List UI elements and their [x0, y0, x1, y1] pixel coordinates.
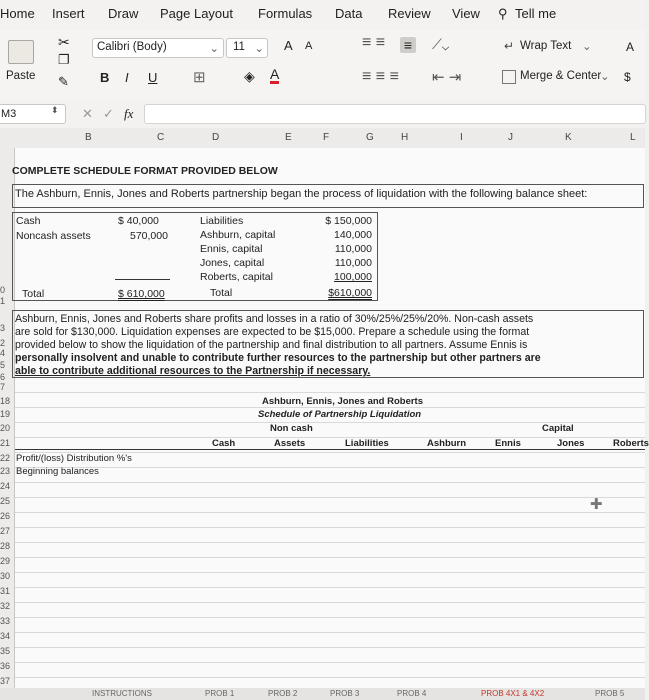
row-header[interactable]: 1: [0, 296, 6, 306]
row-header[interactable]: 37: [0, 676, 11, 686]
row-header[interactable]: 28: [0, 541, 11, 551]
row-header[interactable]: 33: [0, 616, 11, 626]
merge-center-button[interactable]: Merge & Center: [520, 70, 602, 82]
roberts-capital-value: 100,000: [334, 271, 372, 283]
ashburn-capital-value: 140,000: [334, 229, 372, 241]
tab-prob-2[interactable]: PROB 2: [268, 689, 298, 698]
menu-page-layout[interactable]: Page Layout: [160, 6, 234, 21]
bold-button[interactable]: B: [100, 70, 110, 85]
column-headers: [0, 128, 645, 149]
row-header[interactable]: 32: [0, 601, 11, 611]
grid-line: [15, 602, 645, 603]
total2-label: Total: [210, 287, 233, 299]
grow-font-button[interactable]: A: [284, 38, 293, 53]
underline-button[interactable]: U: [148, 70, 158, 85]
tab-prob-1[interactable]: PROB 1: [205, 689, 235, 698]
ribbon: [0, 30, 645, 101]
align-top-icon[interactable]: ≡ ≡: [362, 34, 386, 51]
menu-bar: [0, 0, 645, 30]
hdr-roberts: Roberts: [613, 438, 649, 449]
menu-view[interactable]: View: [452, 6, 480, 21]
row-header[interactable]: 24: [0, 481, 11, 491]
row-header[interactable]: 6: [0, 372, 6, 382]
grid-line: [15, 527, 645, 528]
grid-line: [15, 632, 645, 633]
merge-icon: [502, 70, 516, 84]
total-rule: [115, 279, 170, 280]
cash-value: $ 40,000: [118, 215, 159, 227]
row-header[interactable]: 5: [0, 360, 6, 370]
paragraph-line-4: personally insolvent and unable to contribute further resources to the partnership but other partners are: [15, 352, 541, 364]
menu-data[interactable]: Data: [335, 6, 363, 21]
row-header[interactable]: 30: [0, 571, 11, 581]
noncash-value: 570,000: [130, 230, 168, 242]
align-left-icon[interactable]: ≡ ≡ ≡: [362, 68, 399, 85]
total-label: Total: [22, 288, 45, 300]
paragraph-line-1: Ashburn, Ennis, Jones and Roberts share profits and losses in a ratio of 30%/25%/25%/20%. Non-cash assets: [15, 313, 534, 325]
grid-line: [15, 617, 645, 618]
grid-line: [15, 482, 645, 483]
col-header[interactable]: L: [630, 132, 636, 143]
col-header[interactable]: C: [157, 132, 165, 143]
cell-ref: M3: [1, 108, 17, 120]
row-header[interactable]: 7: [0, 382, 6, 392]
total2-value: $610,000: [328, 287, 372, 299]
tab-prob-4x1-4x2[interactable]: PROB 4X1 & 4X2: [481, 689, 545, 698]
jones-capital-value: 110,000: [334, 257, 372, 269]
paragraph-line-3: provided below to show the liquidation of the partnership and final distribution to all partners. Assume Ennis is: [15, 339, 528, 351]
font-color-button[interactable]: A: [270, 66, 280, 82]
paste-icon[interactable]: [8, 40, 34, 64]
font-size-select[interactable]: [226, 38, 268, 58]
menu-formulas[interactable]: Formulas: [258, 6, 313, 21]
copy-icon[interactable]: ❐: [58, 52, 70, 67]
row-header[interactable]: 0: [0, 285, 6, 295]
ennis-capital-label: Ennis, capital: [200, 243, 263, 255]
row-header[interactable]: 27: [0, 526, 11, 536]
row-beginning-balances: Beginning balances: [16, 466, 99, 477]
row-header[interactable]: 26: [0, 511, 11, 521]
paragraph-line-5: able to contribute additional resources to the Partnership if necessary.: [15, 365, 371, 377]
orientation-icon[interactable]: ⟋⌄: [432, 36, 450, 52]
row-header[interactable]: 29: [0, 556, 11, 566]
hdr-assets: Assets: [274, 438, 306, 449]
tab-instructions[interactable]: INSTRUCTIONS: [92, 689, 152, 698]
chevron-down-icon: ⌄: [254, 43, 264, 55]
col-header[interactable]: K: [565, 132, 572, 143]
chevron-down-icon: ⌄: [209, 43, 219, 55]
font-name-select[interactable]: [92, 38, 224, 58]
paragraph-line-2: are sold for $130,000. Liquidation expenses are expected to be $15,000. Prepare a schedule using the format: [15, 326, 530, 338]
row-header[interactable]: 19: [0, 409, 11, 419]
cursor-icon: ✚: [590, 496, 603, 513]
format-painter-icon[interactable]: ✎: [58, 74, 69, 89]
ashburn-capital-label: Ashburn, capital: [200, 229, 276, 241]
grid-line: [15, 542, 645, 543]
grid-line: [15, 467, 645, 468]
noncash-label: Noncash assets: [16, 230, 91, 242]
total-value: $ 610,000: [118, 288, 165, 300]
row-header[interactable]: 21: [0, 438, 11, 448]
name-box-stepper-icon: ⬍: [51, 105, 59, 115]
col-header[interactable]: G: [366, 132, 374, 143]
font-name-value: Calibri (Body): [97, 41, 167, 53]
row-header[interactable]: 35: [0, 646, 11, 656]
hdr-capital: Capital: [542, 423, 574, 434]
liabilities-label: Liabilities: [200, 215, 244, 227]
grid-line: [15, 497, 645, 498]
menu-insert[interactable]: Insert: [52, 6, 85, 21]
cut-icon[interactable]: ✂: [58, 34, 70, 50]
tab-prob-3[interactable]: PROB 3: [330, 689, 360, 698]
wrap-text-icon: ↵: [504, 39, 515, 53]
jones-capital-label: Jones, capital: [200, 257, 265, 269]
col-header[interactable]: B: [85, 132, 92, 143]
row-header[interactable]: 23: [0, 466, 11, 476]
row-profit-loss: Profit/(loss) Distribution %'s: [16, 453, 132, 464]
hdr-ennis: Ennis: [495, 438, 521, 449]
col-header[interactable]: F: [323, 132, 330, 143]
col-header[interactable]: H: [401, 132, 409, 143]
row-header[interactable]: 2: [0, 338, 6, 348]
grid-line: [15, 587, 645, 588]
hdr-liabilities: Liabilities: [345, 438, 389, 449]
ennis-capital-value: 110,000: [334, 243, 372, 255]
col-header[interactable]: I: [460, 132, 463, 143]
row-header[interactable]: 18: [0, 396, 11, 406]
grid-line: [15, 437, 645, 438]
row-header[interactable]: 22: [0, 453, 11, 463]
col-header[interactable]: J: [508, 132, 513, 143]
row-header[interactable]: 3: [0, 323, 6, 333]
general-format-icon[interactable]: A: [626, 40, 635, 54]
formula-bar: [0, 100, 645, 129]
wrap-text-button[interactable]: Wrap Text: [520, 40, 572, 52]
cash-label: Cash: [16, 215, 41, 227]
schedule-title: Ashburn, Ennis, Jones and Roberts: [262, 396, 423, 407]
enter-icon[interactable]: ✓: [103, 106, 114, 121]
grid-line: [15, 572, 645, 573]
grid-line: [15, 407, 645, 408]
schedule-heading: COMPLETE SCHEDULE FORMAT PROVIDED BELOW: [12, 165, 278, 177]
grid-line: [15, 557, 645, 558]
indent-icon[interactable]: ⇤ ⇥: [432, 69, 462, 86]
hdr-noncash: Non cash: [270, 423, 313, 434]
italic-button[interactable]: I: [125, 70, 129, 85]
menu-draw[interactable]: Draw: [108, 6, 139, 21]
formula-input[interactable]: [144, 104, 646, 124]
grid-line: [15, 677, 645, 678]
hdr-cash: Cash: [212, 438, 236, 449]
grid-line: [15, 662, 645, 663]
chevron-down-icon: ⌄: [582, 41, 592, 53]
row-header[interactable]: 20: [0, 423, 11, 433]
font-size-value: 11: [233, 41, 245, 53]
cancel-icon[interactable]: ✕: [82, 106, 93, 121]
schedule-subtitle: Schedule of Partnership Liquidation: [258, 409, 422, 420]
hdr-jones: Jones: [557, 438, 585, 449]
grid-line: [15, 512, 645, 513]
row-header[interactable]: 4: [0, 348, 6, 358]
paste-label: Paste: [6, 70, 36, 82]
liabilities-value: $ 150,000: [325, 215, 372, 227]
grid-line: [15, 392, 645, 393]
name-box[interactable]: [0, 104, 66, 124]
currency-button[interactable]: $: [624, 70, 631, 84]
tab-prob-4[interactable]: PROB 4: [397, 689, 427, 698]
hdr-ashburn: Ashburn: [427, 438, 467, 449]
fill-color-icon[interactable]: ◈: [244, 68, 255, 84]
lightbulb-icon: ⚲: [498, 6, 508, 21]
align-bottom-icon[interactable]: ≡: [400, 37, 416, 53]
intro-text: The Ashburn, Ennis, Jones and Roberts partnership began the process of liquidation with the following balance sheet:: [15, 188, 588, 200]
row-header[interactable]: 36: [0, 661, 11, 671]
chevron-down-icon: ⌄: [600, 71, 610, 83]
grid-line: [15, 647, 645, 648]
header-rule: [15, 449, 645, 450]
row-header[interactable]: 25: [0, 496, 11, 506]
fx-label[interactable]: fx: [124, 106, 134, 121]
roberts-capital-label: Roberts, capital: [200, 271, 273, 283]
menu-tell-me[interactable]: Tell me: [515, 6, 557, 21]
sheet-tabs: [0, 688, 645, 700]
col-header[interactable]: D: [212, 132, 220, 143]
borders-icon[interactable]: ⊞: [193, 69, 206, 86]
col-header[interactable]: E: [285, 132, 292, 143]
shrink-font-button[interactable]: A: [305, 40, 313, 52]
menu-review[interactable]: Review: [388, 6, 431, 21]
row-header[interactable]: 34: [0, 631, 11, 641]
tab-prob-5[interactable]: PROB 5: [595, 689, 625, 698]
menu-home[interactable]: Home: [0, 6, 35, 21]
row-header[interactable]: 31: [0, 586, 11, 596]
